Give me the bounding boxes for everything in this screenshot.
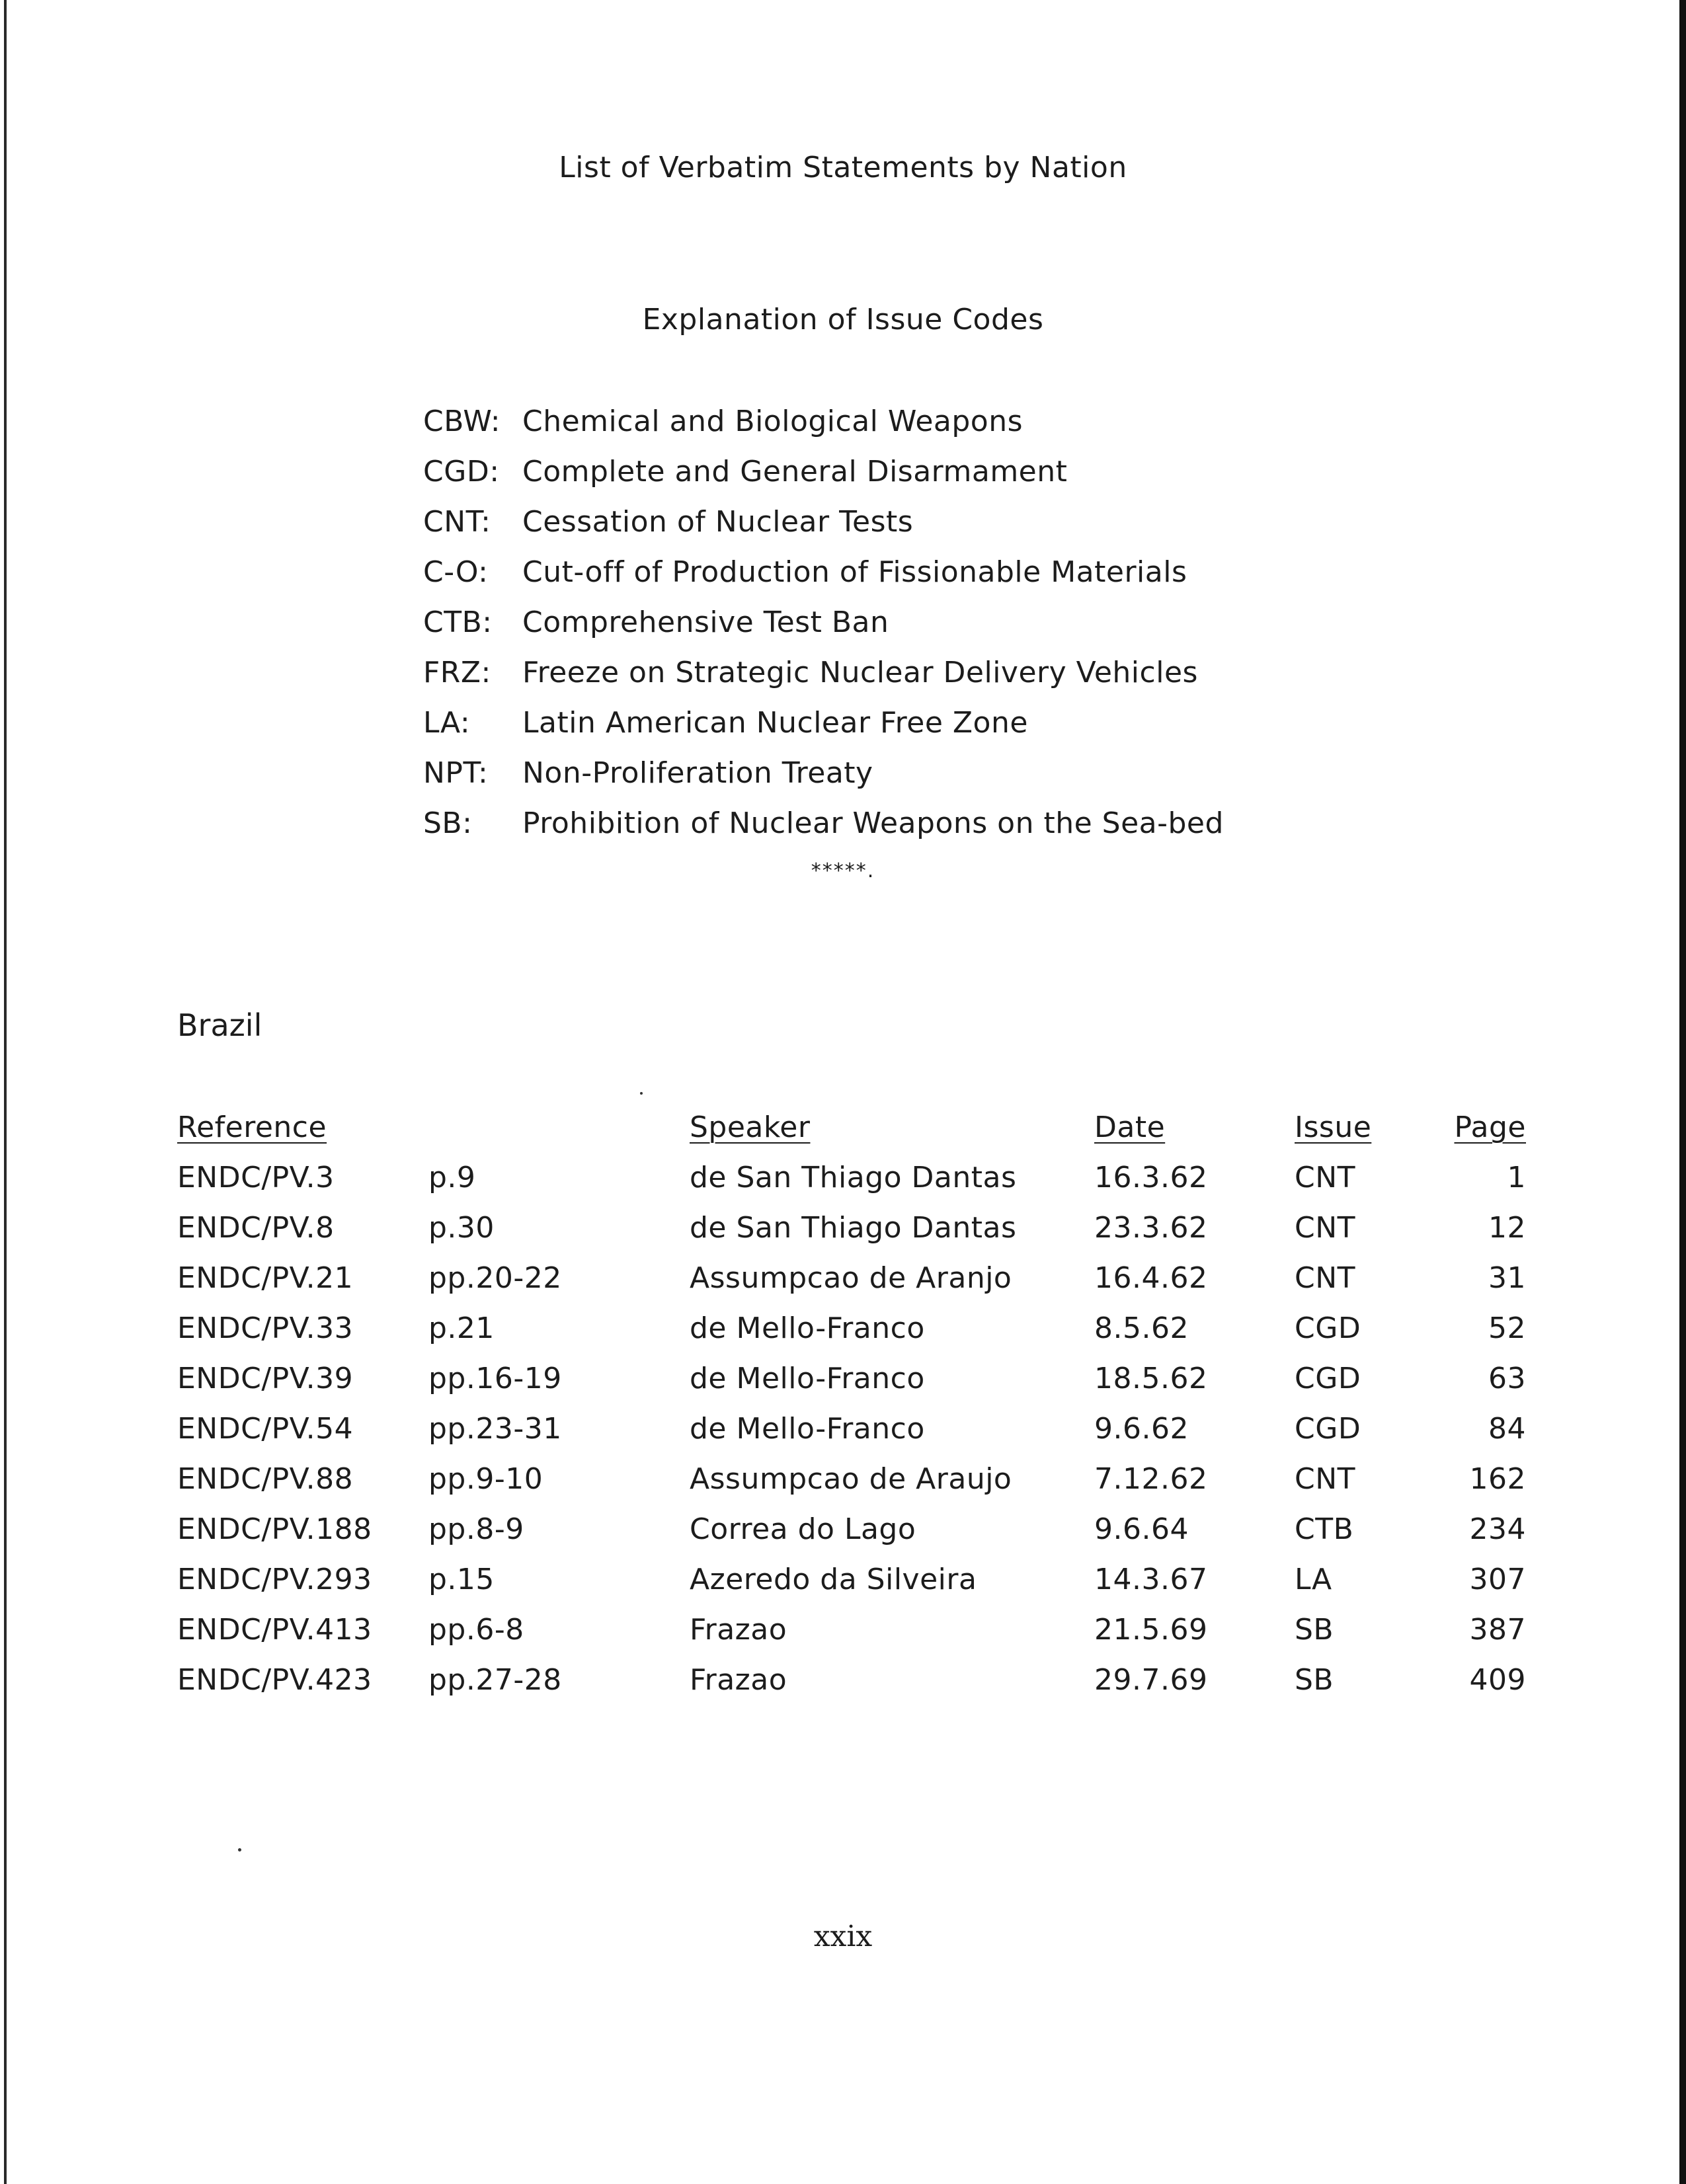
issue-code-item: [423, 551, 1224, 602]
table-header-row: [177, 1107, 1526, 1157]
cell-reference: ENDC/PV.8: [177, 1211, 335, 1245]
cell-page: 307: [1469, 1563, 1526, 1596]
cell-reference: ENDC/PV.54: [177, 1412, 354, 1446]
cell-date: 7.12.62: [1094, 1462, 1208, 1496]
issue-code-item: [423, 702, 1224, 752]
header-date: Date: [1094, 1111, 1166, 1144]
cell-page: 31: [1488, 1261, 1526, 1295]
cell-page: 162: [1469, 1462, 1526, 1496]
cell-page: 12: [1488, 1211, 1526, 1245]
cell-date: 21.5.69: [1094, 1613, 1208, 1647]
cell-issue: CNT: [1295, 1211, 1356, 1245]
scan-speck: [238, 1848, 241, 1852]
cell-page: 387: [1469, 1613, 1526, 1647]
cell-speaker: de San Thiago Dantas: [690, 1211, 1017, 1245]
cell-issue: CNT: [1295, 1261, 1356, 1295]
cell-issue: LA: [1295, 1563, 1332, 1596]
cell-page: 52: [1488, 1311, 1526, 1345]
issue-code-description: Comprehensive Test Ban: [522, 605, 889, 639]
cell-reference: ENDC/PV.33: [177, 1311, 354, 1345]
issue-code-description: Non-Proliferation Treaty: [522, 756, 873, 790]
issue-codes-heading: Explanation of Issue Codes: [642, 303, 1044, 336]
cell-date: 9.6.64: [1094, 1512, 1189, 1546]
document-title: List of Verbatim Statements by Nation: [559, 151, 1127, 184]
table-row: [177, 1659, 1526, 1709]
cell-speaker: de Mello-Franco: [690, 1412, 925, 1446]
table-body: [177, 1157, 1526, 1709]
cell-pages: p.30: [428, 1211, 495, 1245]
cell-reference: ENDC/PV.413: [177, 1613, 372, 1647]
issue-code-abbr: SB:: [423, 806, 473, 840]
header-speaker: Speaker: [690, 1111, 811, 1144]
issue-code-item: [423, 401, 1224, 451]
table-row: [177, 1257, 1526, 1307]
cell-pages: p.9: [428, 1161, 476, 1194]
cell-speaker: Frazao: [690, 1663, 787, 1697]
issue-code-abbr: CTB:: [423, 605, 493, 639]
issue-code-description: Freeze on Strategic Nuclear Delivery Vehicles: [522, 656, 1198, 689]
issue-code-abbr: NPT:: [423, 756, 489, 790]
cell-speaker: Assumpcao de Aranjo: [690, 1261, 1012, 1295]
cell-pages: pp.8-9: [428, 1512, 524, 1546]
issue-code-abbr: CGD:: [423, 455, 500, 488]
cell-issue: CNT: [1295, 1161, 1356, 1194]
cell-speaker: Correa do Lago: [690, 1512, 916, 1546]
issue-codes-list: [423, 401, 1224, 853]
cell-pages: pp.9-10: [428, 1462, 543, 1496]
cell-speaker: de Mello-Franco: [690, 1362, 925, 1395]
cell-date: 8.5.62: [1094, 1311, 1189, 1345]
table-row: [177, 1609, 1526, 1659]
cell-pages: pp.16-19: [428, 1362, 562, 1395]
table-row: [177, 1358, 1526, 1408]
cell-pages: p.21: [428, 1311, 495, 1345]
issue-code-item: [423, 501, 1224, 551]
cell-page: 1: [1507, 1161, 1526, 1194]
cell-date: 14.3.67: [1094, 1563, 1208, 1596]
issue-code-item: [423, 652, 1224, 702]
section-separator: *****.: [811, 859, 875, 882]
cell-speaker: Assumpcao de Araujo: [690, 1462, 1012, 1496]
cell-issue: CTB: [1295, 1512, 1354, 1546]
cell-speaker: de San Thiago Dantas: [690, 1161, 1017, 1194]
issue-code-item: [423, 451, 1224, 501]
cell-page: 84: [1488, 1412, 1526, 1446]
header-issue: Issue: [1295, 1111, 1372, 1144]
cell-issue: CGD: [1295, 1311, 1361, 1345]
cell-reference: ENDC/PV.293: [177, 1563, 372, 1596]
table-row: [177, 1458, 1526, 1508]
table-row: [177, 1559, 1526, 1609]
cell-pages: pp.27-28: [428, 1663, 562, 1697]
cell-speaker: de Mello-Franco: [690, 1311, 925, 1345]
cell-speaker: Azeredo da Silveira: [690, 1563, 977, 1596]
issue-code-description: Complete and General Disarmament: [522, 455, 1068, 488]
cell-page: 63: [1488, 1362, 1526, 1395]
cell-date: 9.6.62: [1094, 1412, 1189, 1446]
issue-code-abbr: LA:: [423, 706, 471, 740]
cell-date: 18.5.62: [1094, 1362, 1208, 1395]
issue-code-description: Prohibition of Nuclear Weapons on the Sea-bed: [522, 806, 1224, 840]
issue-code-item: [423, 602, 1224, 652]
cell-speaker: Frazao: [690, 1613, 787, 1647]
cell-pages: p.15: [428, 1563, 495, 1596]
issue-code-abbr: CBW:: [423, 405, 501, 438]
header-reference: Reference: [177, 1111, 327, 1144]
cell-pages: pp.23-31: [428, 1412, 562, 1446]
cell-date: 16.3.62: [1094, 1161, 1208, 1194]
cell-issue: SB: [1295, 1613, 1334, 1647]
cell-reference: ENDC/PV.21: [177, 1261, 354, 1295]
cell-date: 16.4.62: [1094, 1261, 1208, 1295]
cell-reference: ENDC/PV.88: [177, 1462, 354, 1496]
table-row: [177, 1408, 1526, 1458]
issue-code-description: Chemical and Biological Weapons: [522, 405, 1024, 438]
statements-table: [177, 1107, 1526, 1709]
issue-code-abbr: CNT:: [423, 505, 491, 539]
table-row: [177, 1157, 1526, 1207]
cell-pages: pp.6-8: [428, 1613, 524, 1647]
issue-code-description: Cut-off of Production of Fissionable Materials: [522, 555, 1187, 589]
issue-code-item: [423, 752, 1224, 802]
issue-code-abbr: C-O:: [423, 555, 489, 589]
cell-page: 409: [1469, 1663, 1526, 1697]
cell-date: 23.3.62: [1094, 1211, 1208, 1245]
page-number: xxix: [813, 1920, 873, 1953]
cell-date: 29.7.69: [1094, 1663, 1208, 1697]
cell-reference: ENDC/PV.39: [177, 1362, 354, 1395]
issue-code-description: Latin American Nuclear Free Zone: [522, 706, 1028, 740]
issue-code-description: Cessation of Nuclear Tests: [522, 505, 914, 539]
cell-reference: ENDC/PV.423: [177, 1663, 372, 1697]
cell-issue: CGD: [1295, 1362, 1361, 1395]
cell-issue: SB: [1295, 1663, 1334, 1697]
nation-heading: Brazil: [177, 1007, 262, 1043]
cell-reference: ENDC/PV.188: [177, 1512, 372, 1546]
table-row: [177, 1207, 1526, 1257]
scan-speck: [640, 1092, 643, 1095]
cell-issue: CNT: [1295, 1462, 1356, 1496]
table-row: [177, 1307, 1526, 1358]
header-page: Page: [1454, 1111, 1526, 1144]
cell-issue: CGD: [1295, 1412, 1361, 1446]
issue-code-item: [423, 802, 1224, 853]
table-row: [177, 1508, 1526, 1559]
cell-pages: pp.20-22: [428, 1261, 562, 1295]
cell-page: 234: [1469, 1512, 1526, 1546]
cell-reference: ENDC/PV.3: [177, 1161, 335, 1194]
issue-code-abbr: FRZ:: [423, 656, 491, 689]
